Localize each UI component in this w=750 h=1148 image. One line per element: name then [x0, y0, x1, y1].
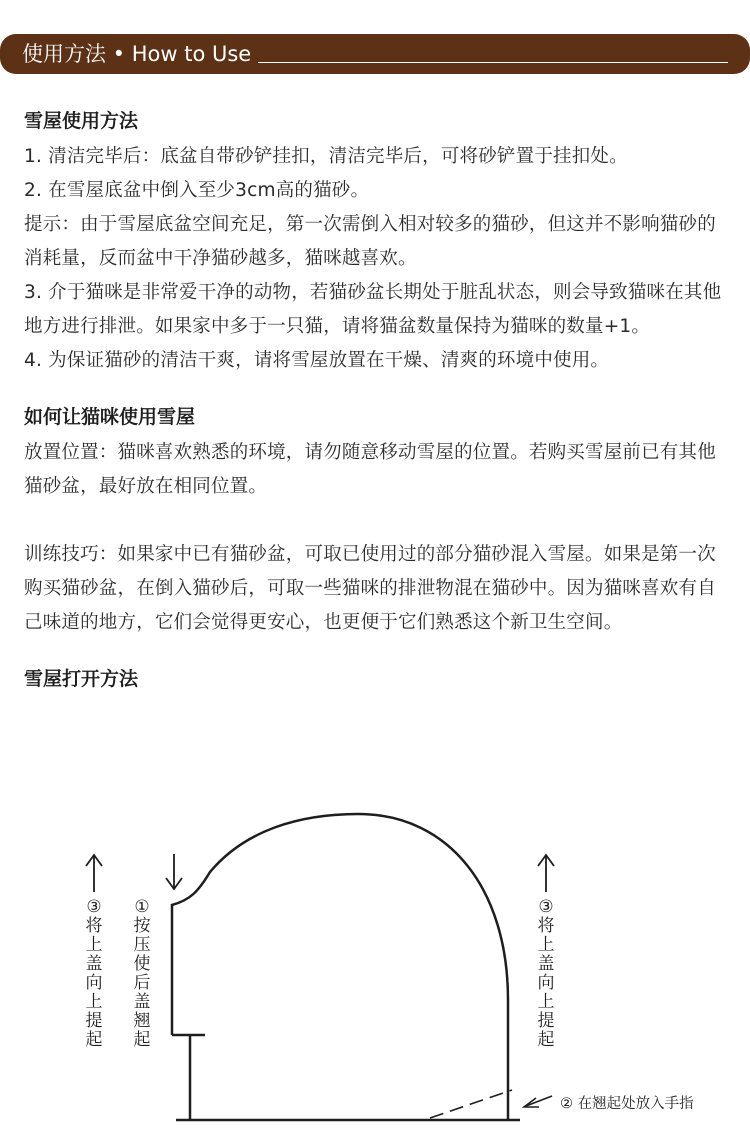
label-lift-right: ③将上盖向上提起 [537, 897, 555, 1050]
training-tips: 训练技巧：如果家中已有猫砂盆，可取已使用过的部分猫砂混入雪屋。如果是第一次购买猫砂盆，在倒入猫砂后，可取一些猫咪的排泄物混在猫砂中。因为猫咪喜欢有自己味道的地方，它们会觉得更安心，也更便于它们熟悉这个新卫生空间。 [24, 544, 716, 633]
dashed-lift-line [430, 1090, 512, 1118]
pointer-line [526, 1096, 552, 1106]
header-rule [258, 62, 728, 63]
house-outline [172, 814, 508, 1120]
usage-step-3: 3. 介于猫咪是非常爱干净的动物，若猫砂盆长期处于脏乱状态，则会导致猫咪在其他地方进行排泄。如果家中多于一只猫，请将猫盆数量保持为猫咪的数量+1。 [24, 282, 722, 337]
opening-title: 雪屋打开方法 [24, 668, 139, 690]
label-press: ①按压使后盖翘起 [133, 897, 151, 1050]
usage-step-2: 2. 在雪屋底盆中倒入至少3cm高的猫砂。 [24, 180, 370, 201]
label-lift-left: ③将上盖向上提起 [85, 897, 103, 1050]
usage-step-1: 1. 清洁完毕后：底盆自带砂铲挂扣，清洁完毕后，可将砂铲置于挂扣处。 [24, 146, 628, 167]
content [24, 108, 730, 698]
header-title: 使用方法 • How to Use [22, 42, 252, 66]
usage-tip: 提示：由于雪屋底盆空间充足，第一次需倒入相对较多的猫砂，但这并不影响猫砂的消耗量，反而盆中干净猫砂越多，猫咪越喜欢。 [24, 214, 716, 269]
opening-diagram [0, 800, 750, 1148]
training-placement: 放置位置：猫咪喜欢熟悉的环境，请勿随意移动雪屋的位置。若购买雪屋前已有其他猫砂盆，最好放在相同位置。 [24, 442, 716, 497]
usage-title: 雪屋使用方法 [24, 110, 139, 132]
usage-step-4: 4. 为保证猫砂的清洁干爽，请将雪屋放置在干燥、清爽的环境中使用。 [24, 350, 610, 371]
section-header [0, 34, 750, 74]
training-title: 如何让猫咪使用雪屋 [24, 406, 196, 428]
label-finger: ② 在翘起处放入手指 [560, 1096, 694, 1112]
